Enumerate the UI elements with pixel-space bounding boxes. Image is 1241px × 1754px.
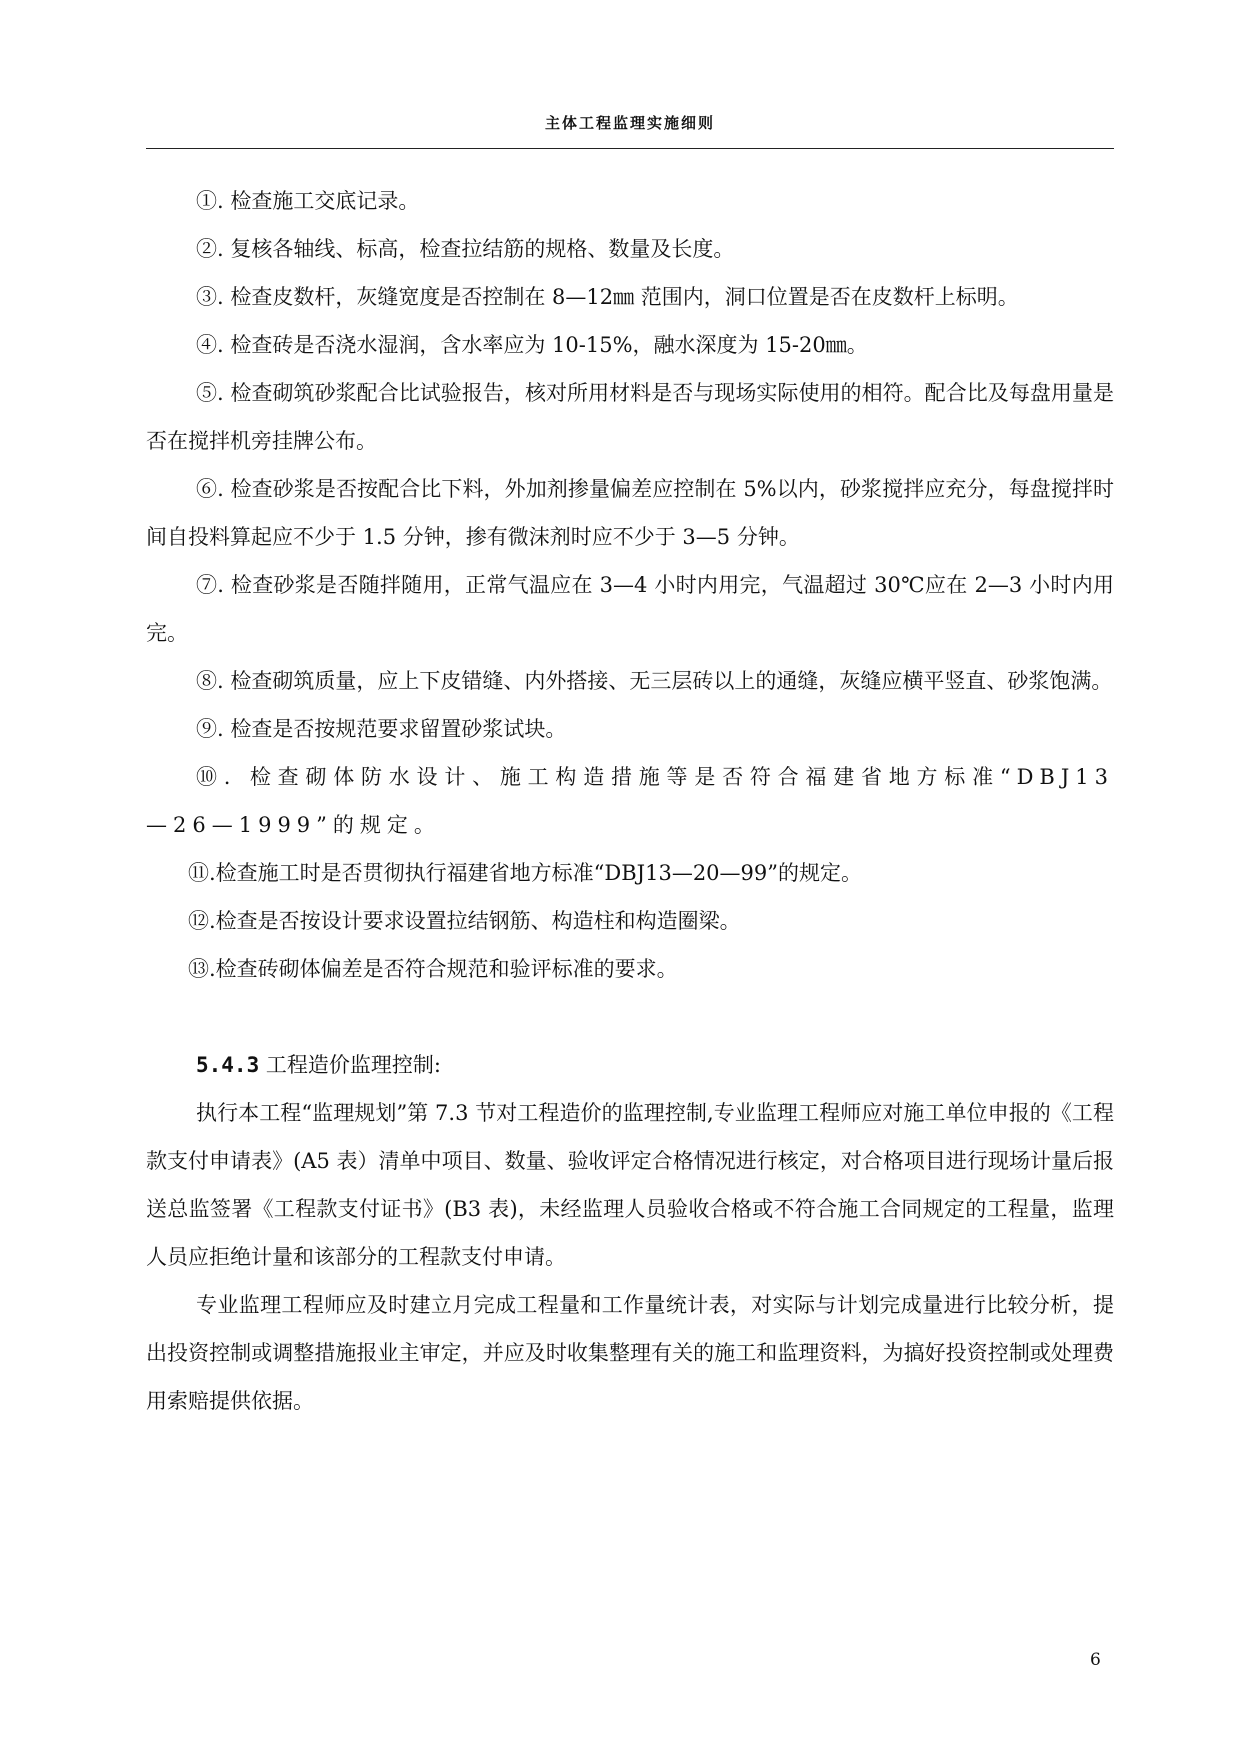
section-heading <box>146 1041 1114 1089</box>
section-title: 工程造价监理控制: <box>265 1053 441 1077</box>
list-item: ⑦. 检查砂浆是否随拌随用，正常气温应在 3—4 小时内用完，气温超过 30℃应在 2—3 小时内用完。 <box>146 573 1114 645</box>
section-spacer <box>146 993 1114 1041</box>
list-item: ①. 检查施工交底记录。 <box>196 189 420 213</box>
list-item: ⑧. 检查砌筑质量，应上下皮错缝、内外搭接、无三层砖以上的通缝，灰缝应横平竖直、砂浆饱满。 <box>196 669 1113 693</box>
section-paragraph: 执行本工程“监理规划”第 7.3 节对工程造价的监理控制,专业监理工程师应对施工单位申报的《工程款支付申请表》(A5 表）清单中项目、数量、验收评定合格情况进行核定，对合格项目进行现场计量后报送总监签署《工程款支付证书》(B3 表)，未经监理人员验收合格或不符合施工合同规定的工程量，监理人员应拒绝计量和该部分的工程款支付申请。 <box>146 1101 1114 1269</box>
list-item: ⑬.检查砖砌体偏差是否符合规范和验评标准的要求。 <box>188 957 678 981</box>
header-divider <box>146 148 1114 149</box>
list-item: ⑩. 检查砌体防水设计、施工构造措施等是否符合福建省地方标准“DBJ13—26—1999”的规定。 <box>146 765 1114 837</box>
page-header-title: 主体工程监理实施细则 <box>544 114 715 132</box>
list-item: ②. 复核各轴线、标高，检查拉结筋的规格、数量及长度。 <box>196 237 735 261</box>
list-item: ③. 检查皮数杆，灰缝宽度是否控制在 8—12㎜ 范围内，洞口位置是否在皮数杆上标明。 <box>196 285 1019 309</box>
list-item: ⑪.检查施工时是否贯彻执行福建省地方标准“DBJ13—20—99”的规定。 <box>188 861 862 885</box>
document-body <box>146 177 1114 1425</box>
list-item: ④. 检查砖是否浇水湿润，含水率应为 10-15%，融水深度为 15-20㎜。 <box>196 333 868 357</box>
section-paragraph: 专业监理工程师应及时建立月完成工程量和工作量统计表，对实际与计划完成量进行比较分析，提出投资控制或调整措施报业主审定，并应及时收集整理有关的施工和监理资料，为搞好投资控制或处理费用索赔提供依据。 <box>146 1293 1114 1413</box>
section-number: 5.4.3 <box>196 1053 260 1077</box>
list-item: ⑤. 检查砌筑砂浆配合比试验报告，核对所用材料是否与现场实际使用的相符。配合比及每盘用量是否在搅拌机旁挂牌公布。 <box>146 381 1114 453</box>
list-item: ⑫.检查是否按设计要求设置拉结钢筋、构造柱和构造圈梁。 <box>188 909 741 933</box>
list-item: ⑥. 检查砂浆是否按配合比下料，外加剂掺量偏差应控制在 5%以内，砂浆搅拌应充分，每盘搅拌时间自投料算起应不少于 1.5 分钟，掺有微沫剂时应不少于 3—5 分钟。 <box>146 477 1114 549</box>
list-item: ⑨. 检查是否按规范要求留置砂浆试块。 <box>196 717 567 741</box>
page-number: 6 <box>1090 1650 1101 1670</box>
